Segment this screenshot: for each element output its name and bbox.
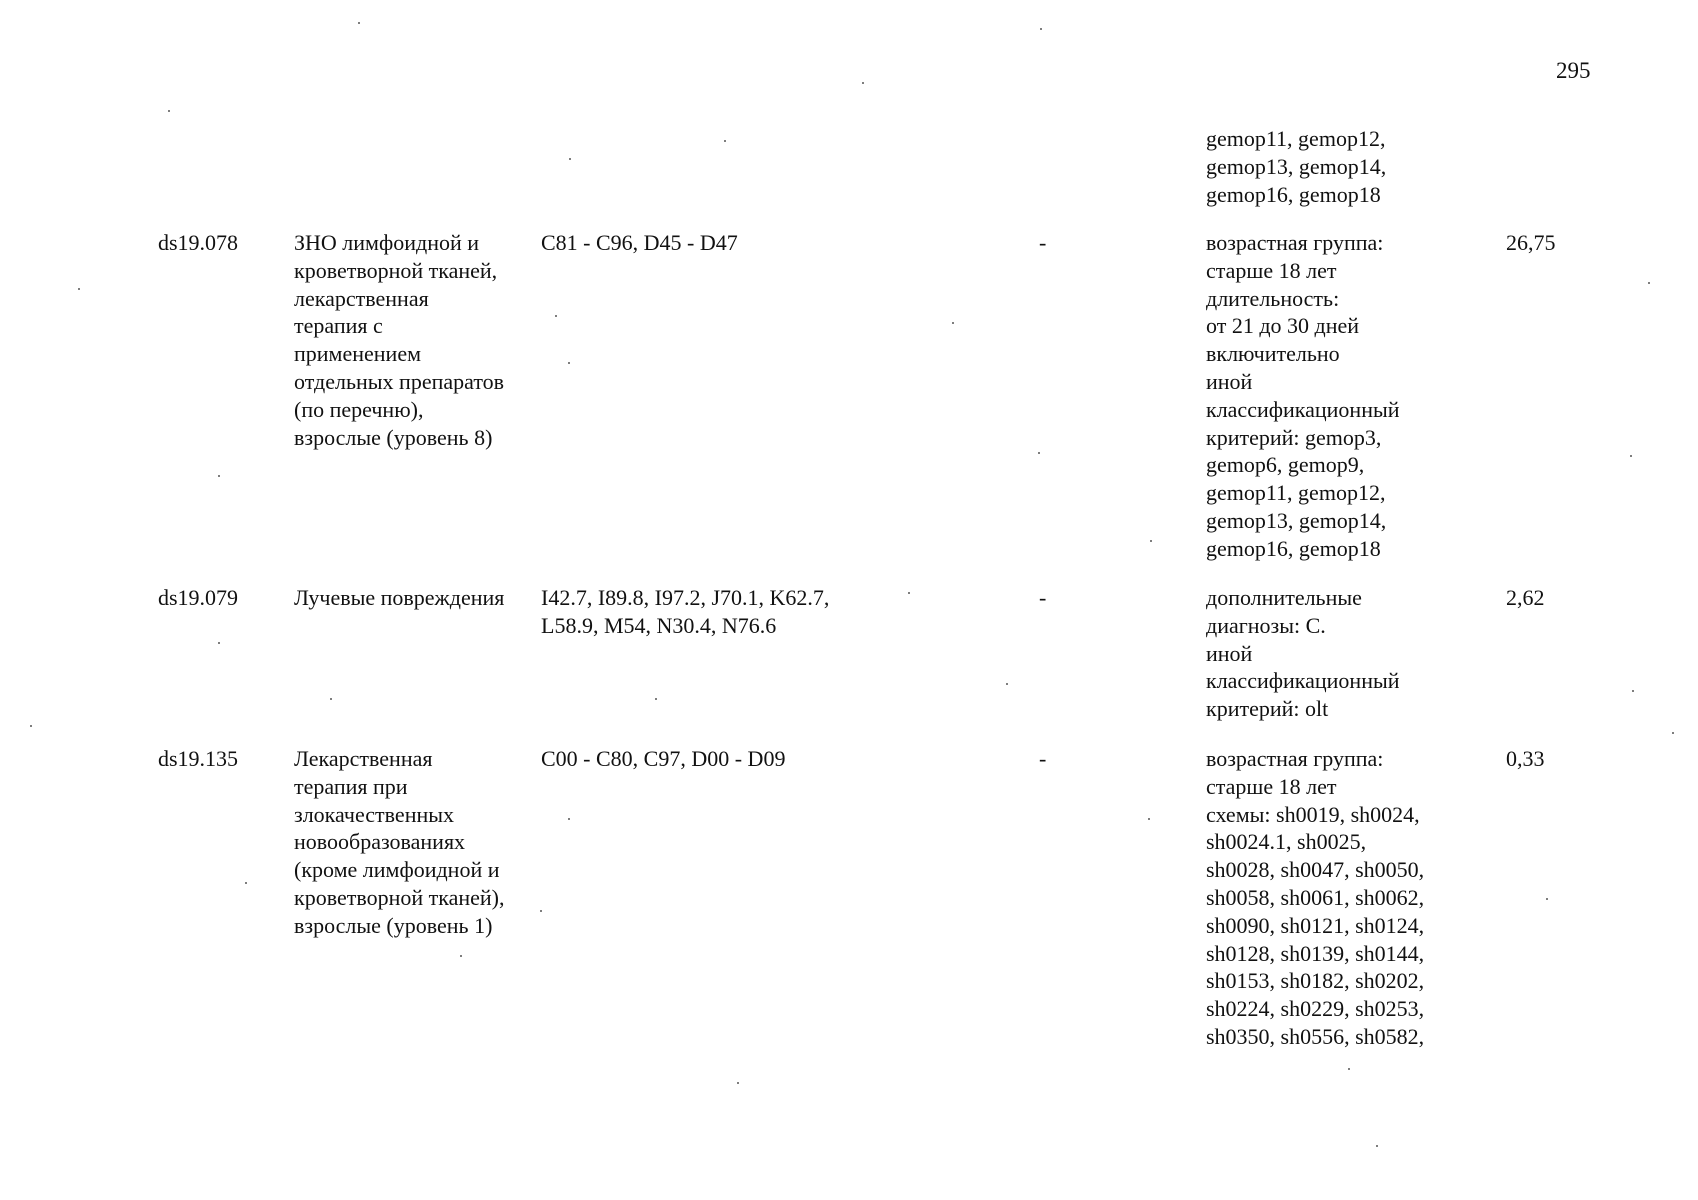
- name-line: (кроме лимфоидной и: [294, 857, 500, 883]
- criteria-line: старше 18 лет: [1206, 773, 1337, 799]
- row-icd-codes: [541, 229, 738, 257]
- name-line: лекарственная: [294, 285, 429, 311]
- name-line: взрослые (уровень 8): [294, 424, 493, 450]
- row-name: [294, 584, 504, 612]
- scan-speck: [218, 642, 220, 644]
- criteria-line: sh0090, sh0121, sh0124,: [1206, 912, 1425, 938]
- scan-speck: [1632, 690, 1634, 692]
- name-line: новообразованиях: [294, 829, 466, 855]
- scan-speck: [460, 955, 462, 957]
- scan-speck: [952, 322, 954, 324]
- criteria-line: sh0350, sh0556, sh0582,: [1206, 1023, 1425, 1049]
- scan-speck: [218, 475, 220, 477]
- criteria-line: gemop16, gemop18: [1206, 181, 1381, 207]
- scan-speck: [1348, 1068, 1350, 1070]
- criteria-line: gemop13, gemop14,: [1206, 153, 1387, 179]
- row-dash: -: [1039, 230, 1047, 255]
- criteria-line: sh0058, sh0061, sh0062,: [1206, 884, 1425, 910]
- scan-speck: [358, 22, 360, 24]
- criteria-line: gemop11, gemop12,: [1206, 126, 1386, 151]
- criteria-line: возрастная группа:: [1206, 746, 1384, 771]
- scan-speck: [1376, 1145, 1378, 1147]
- criteria-line: gemop11, gemop12,: [1206, 480, 1386, 506]
- row-name: [294, 229, 504, 451]
- icd-line: C00 - C80, C97, D00 - D09: [541, 746, 786, 771]
- row-code: ds19.079: [158, 585, 239, 610]
- criteria-line: sh0153, sh0182, sh0202,: [1206, 968, 1425, 994]
- scan-speck: [568, 362, 570, 364]
- scan-speck: [1630, 455, 1632, 457]
- scan-speck: [569, 158, 571, 160]
- criteria-line: возрастная группа:: [1206, 230, 1384, 255]
- criteria-line: критерий: olt: [1206, 696, 1329, 722]
- scan-speck: [1648, 282, 1650, 284]
- row-coefficient: 0,33: [1506, 746, 1545, 771]
- name-line: отдельных препаратов: [294, 368, 505, 394]
- criteria-line: длительность:: [1206, 285, 1340, 311]
- criteria-line: иной: [1206, 640, 1253, 666]
- criteria-line: критерий: gemop3,: [1206, 424, 1382, 450]
- row-icd-codes: [541, 745, 785, 773]
- scan-speck: [78, 288, 80, 290]
- name-line: кроветворной тканей),: [294, 884, 505, 910]
- criteria-line: старше 18 лет: [1206, 257, 1337, 283]
- row-criteria: [1206, 229, 1400, 563]
- criteria-line: классификационный: [1206, 396, 1400, 422]
- scan-speck: [1672, 732, 1674, 734]
- scan-speck: [30, 725, 32, 727]
- row-criteria: [1206, 584, 1400, 723]
- scan-speck: [724, 140, 726, 142]
- scan-speck: [1038, 452, 1040, 454]
- criteria-line: gemop13, gemop14,: [1206, 507, 1387, 533]
- name-line: (по перечню),: [294, 396, 424, 422]
- row-dash: -: [1039, 746, 1047, 771]
- row-code: ds19.135: [158, 746, 239, 771]
- criteria-line: иной: [1206, 368, 1253, 394]
- criteria-line: классификационный: [1206, 668, 1400, 694]
- scan-speck: [1148, 818, 1150, 820]
- criteria-line: gemop6, gemop9,: [1206, 452, 1365, 478]
- scan-speck: [908, 592, 910, 594]
- criteria-line: gemop16, gemop18: [1206, 535, 1381, 561]
- row-name: [294, 745, 504, 940]
- icd-line: I42.7, I89.8, I97.2, J70.1, K62.7,: [541, 585, 830, 610]
- row-coefficient: 2,62: [1506, 585, 1545, 610]
- row-code: ds19.078: [158, 230, 239, 255]
- name-line: терапия с: [294, 313, 383, 339]
- name-line: терапия при: [294, 773, 408, 799]
- continued-criteria: [1206, 125, 1386, 208]
- criteria-line: sh0024.1, sh0025,: [1206, 829, 1367, 855]
- name-line: кроветворной тканей,: [294, 257, 498, 283]
- scan-speck: [862, 82, 864, 84]
- criteria-line: sh0128, sh0139, sh0144,: [1206, 940, 1425, 966]
- scan-speck: [540, 910, 542, 912]
- name-line: Лекарственная: [294, 746, 433, 771]
- criteria-line: sh0224, sh0229, sh0253,: [1206, 996, 1425, 1022]
- criteria-line: схемы: sh0019, sh0024,: [1206, 801, 1420, 827]
- scan-speck: [330, 698, 332, 700]
- scan-speck: [1040, 28, 1042, 30]
- icd-line: C81 - C96, D45 - D47: [541, 230, 738, 255]
- name-line: Лучевые повреждения: [294, 585, 505, 610]
- page-number: 295: [1556, 58, 1591, 83]
- criteria-line: включительно: [1206, 341, 1340, 367]
- name-line: злокачественных: [294, 801, 455, 827]
- scan-speck: [1006, 683, 1008, 685]
- scan-speck: [555, 315, 557, 317]
- scan-speck: [245, 882, 247, 884]
- name-line: взрослые (уровень 1): [294, 912, 493, 938]
- criteria-line: дополнительные: [1206, 585, 1362, 610]
- scan-speck: [655, 698, 657, 700]
- scan-speck: [1546, 898, 1548, 900]
- scan-speck: [1150, 540, 1152, 542]
- row-criteria: [1206, 745, 1424, 1051]
- row-dash: -: [1039, 585, 1047, 610]
- scan-speck: [737, 1082, 739, 1084]
- name-line: применением: [294, 341, 422, 367]
- scan-speck: [168, 110, 170, 112]
- icd-line: L58.9, M54, N30.4, N76.6: [541, 612, 777, 638]
- scan-speck: [568, 818, 570, 820]
- criteria-line: от 21 до 30 дней: [1206, 313, 1360, 339]
- criteria-line: sh0028, sh0047, sh0050,: [1206, 857, 1425, 883]
- row-coefficient: 26,75: [1506, 230, 1556, 255]
- row-icd-codes: [541, 584, 829, 640]
- name-line: ЗНО лимфоидной и: [294, 230, 480, 255]
- criteria-line: диагнозы: С.: [1206, 612, 1326, 638]
